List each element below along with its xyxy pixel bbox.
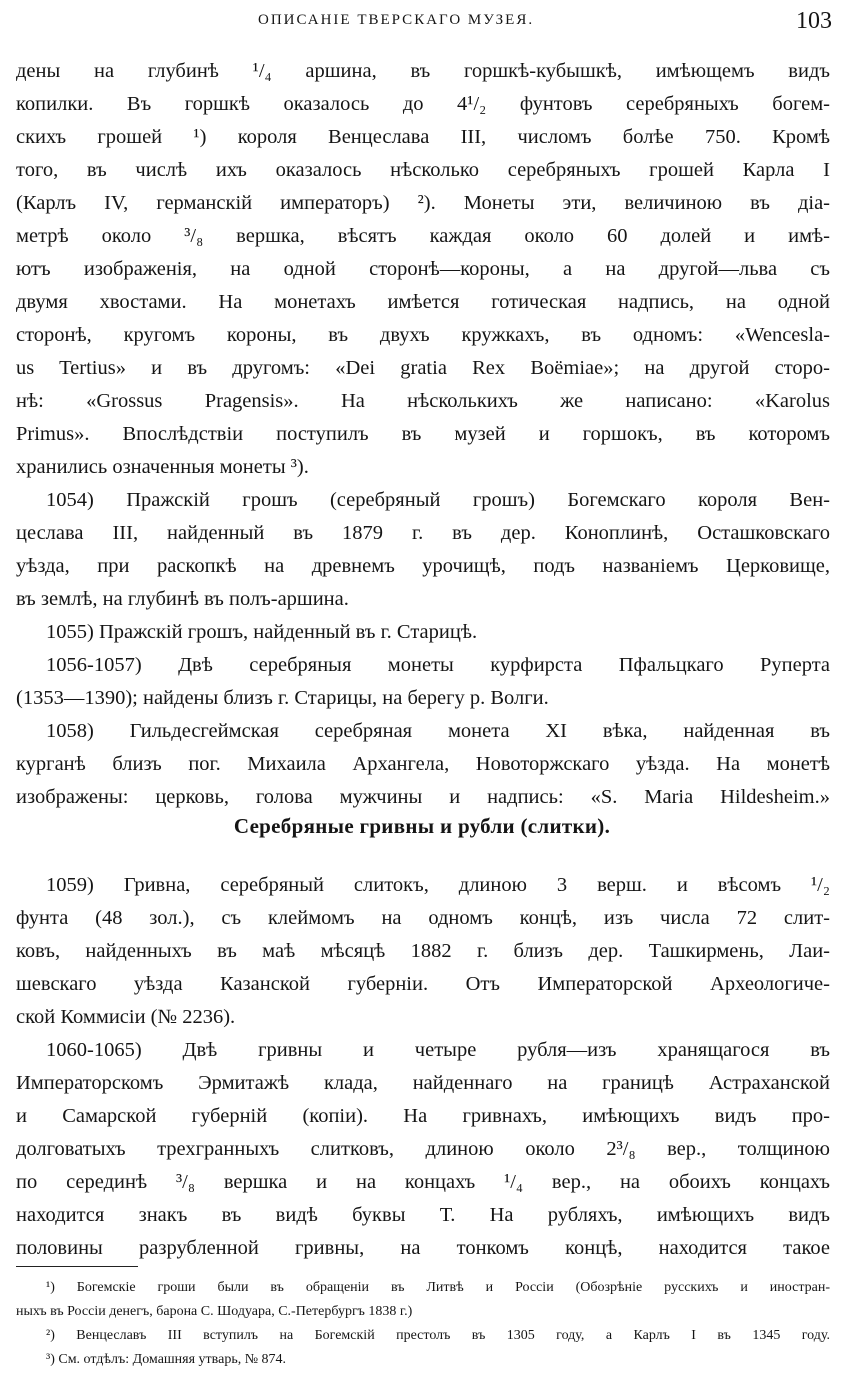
footnote-line: ныхъ въ Россіи денегъ, барона С. Шодуара, С.-Петербургъ 1838 г.): [16, 1304, 413, 1319]
text-line: (1353—1390); найдены близъ г. Старицы, на берегу р. Волги.: [16, 687, 549, 709]
text-line: двумя хвостами. На монетахъ имѣется готическая надпись, на одной: [16, 291, 830, 313]
text-line: ютъ изображенія, на одной сторонѣ—короны, а на другой—льва съ: [16, 258, 830, 280]
main-text: [16, 55, 830, 814]
page-number: 103: [796, 8, 832, 34]
text-line: сторонѣ, кругомъ короны, въ двухъ кружкахъ, въ одномъ: «Wencesla-: [16, 324, 830, 346]
footnote-divider: [16, 1266, 138, 1267]
text-line: копилки. Въ горшкѣ оказалось до 4¹/₂ фунтовъ серебряныхъ богем-: [16, 93, 830, 115]
text-line: цеслава III, найденный въ 1879 г. въ дер. Коноплинѣ, Осташковскаго: [16, 522, 830, 544]
entry-1060-line: 1060-1065) Двѣ гривны и четыре рубля—изъ хранящагося въ: [46, 1039, 830, 1061]
entry-1056-line: 1056-1057) Двѣ серебряныя монеты курфирста Пфальцкаго Руперта: [46, 654, 830, 676]
text-line: шевскаго уѣзда Казанской губерніи. Отъ Императорской Археологиче-: [16, 973, 830, 995]
text-line: и Самарской губерній (копіи). На гривнахъ, имѣющихъ видъ про-: [16, 1105, 830, 1127]
footnote-line: ¹) Богемскіе гроши были въ обращеніи въ Литвѣ и Россіи (Обозрѣніе русскихъ и иностран-: [46, 1280, 830, 1295]
text-line: фунта (48 зол.), съ клеймомъ на одномъ концѣ, изъ числа 72 слит-: [16, 907, 830, 929]
text-line: уѣзда, при раскопкѣ на древнемъ урочищѣ, подъ названіемъ Церковище,: [16, 555, 830, 577]
entry-1055-line: 1055) Пражскій грошъ, найденный въ г. Старицѣ.: [46, 621, 478, 643]
section-text: [16, 869, 830, 1265]
text-line: хранились означенныя монеты ³).: [16, 456, 309, 478]
text-line: ской Коммисіи (№ 2236).: [16, 1006, 236, 1028]
footnote-line: ²) Венцеславъ III вступилъ на Богемскій престолъ въ 1305 году, а Карлъ I въ 1345 году.: [46, 1328, 830, 1343]
text-line: находится знакъ въ видѣ буквы Т. На рубляхъ, имѣющихъ видъ: [16, 1204, 830, 1226]
text-line: курганѣ близъ пог. Михаила Архангела, Новоторжскаго уѣзда. На монетѣ: [16, 753, 830, 775]
text-line: метрѣ около ³/₈ вершка, вѣсятъ каждая около 60 долей и имѣ-: [16, 225, 830, 247]
text-line: долговатыхъ трехгранныхъ слитковъ, длиною около 2³/₈ вер., толщиною: [16, 1138, 830, 1160]
footnote-line: ³) См. отдѣлъ: Домашняя утварь, № 874.: [46, 1352, 287, 1367]
text-line: Primus». Впослѣдствіи поступилъ въ музей и горшокъ, въ которомъ: [16, 423, 830, 445]
text-line: по серединѣ ³/₈ вершка и на концахъ ¹/₄ вер., на обоихъ концахъ: [16, 1171, 830, 1193]
text-line: ковъ, найденныхъ въ маѣ мѣсяцѣ 1882 г. близъ дер. Ташкирмень, Лаи-: [16, 940, 830, 962]
text-line: скихъ грошей ¹) короля Венцеслава III, числомъ болѣе 750. Кромѣ: [16, 126, 830, 148]
entry-1058-line: 1058) Гильдесгеймская серебряная монета XI вѣка, найденная въ: [46, 720, 830, 742]
text-line: половины разрубленной гривны, на тонкомъ концѣ, находится такое: [16, 1237, 830, 1259]
text-line: въ землѣ, на глубинѣ въ полъ-аршина.: [16, 588, 349, 610]
entry-1059-line: 1059) Гривна, серебряный слитокъ, длиною 3 верш. и вѣсомъ ¹/₂: [46, 874, 830, 896]
text-line: Императорскомъ Эрмитажѣ клада, найденнаго на границѣ Астраханской: [16, 1072, 830, 1094]
entry-1054-line: 1054) Пражскій грошъ (серебряный грошъ) Богемскаго короля Вен-: [46, 489, 830, 511]
text-line: дены на глубинѣ ¹/₄ аршина, въ горшкѣ-кубышкѣ, имѣющемъ видъ: [16, 60, 830, 82]
text-line: изображены: церковь, голова мужчины и надпись: «S. Maria Hildesheim.»: [16, 786, 830, 808]
footnotes: [16, 1276, 830, 1372]
header-title: ОПИСАНІЕ ТВЕРСКАГО МУЗЕЯ.: [258, 12, 535, 28]
text-line: нѣ: «Grossus Pragensis». На нѣсколькихъ же написано: «Karolus: [16, 390, 830, 412]
text-line: (Карлъ IV, германскій императоръ) ²). Монеты эти, величиною въ діа-: [16, 192, 830, 214]
running-header: [0, 10, 844, 40]
text-line: того, въ числѣ ихъ оказалось нѣсколько серебряныхъ грошей Карла I: [16, 159, 830, 181]
section-heading: Серебряные гривны и рубли (слитки).: [233, 814, 611, 838]
text-line: us Tertius» и въ другомъ: «Dei gratia Rex Boëmiae»; на другой сторо-: [16, 357, 830, 379]
